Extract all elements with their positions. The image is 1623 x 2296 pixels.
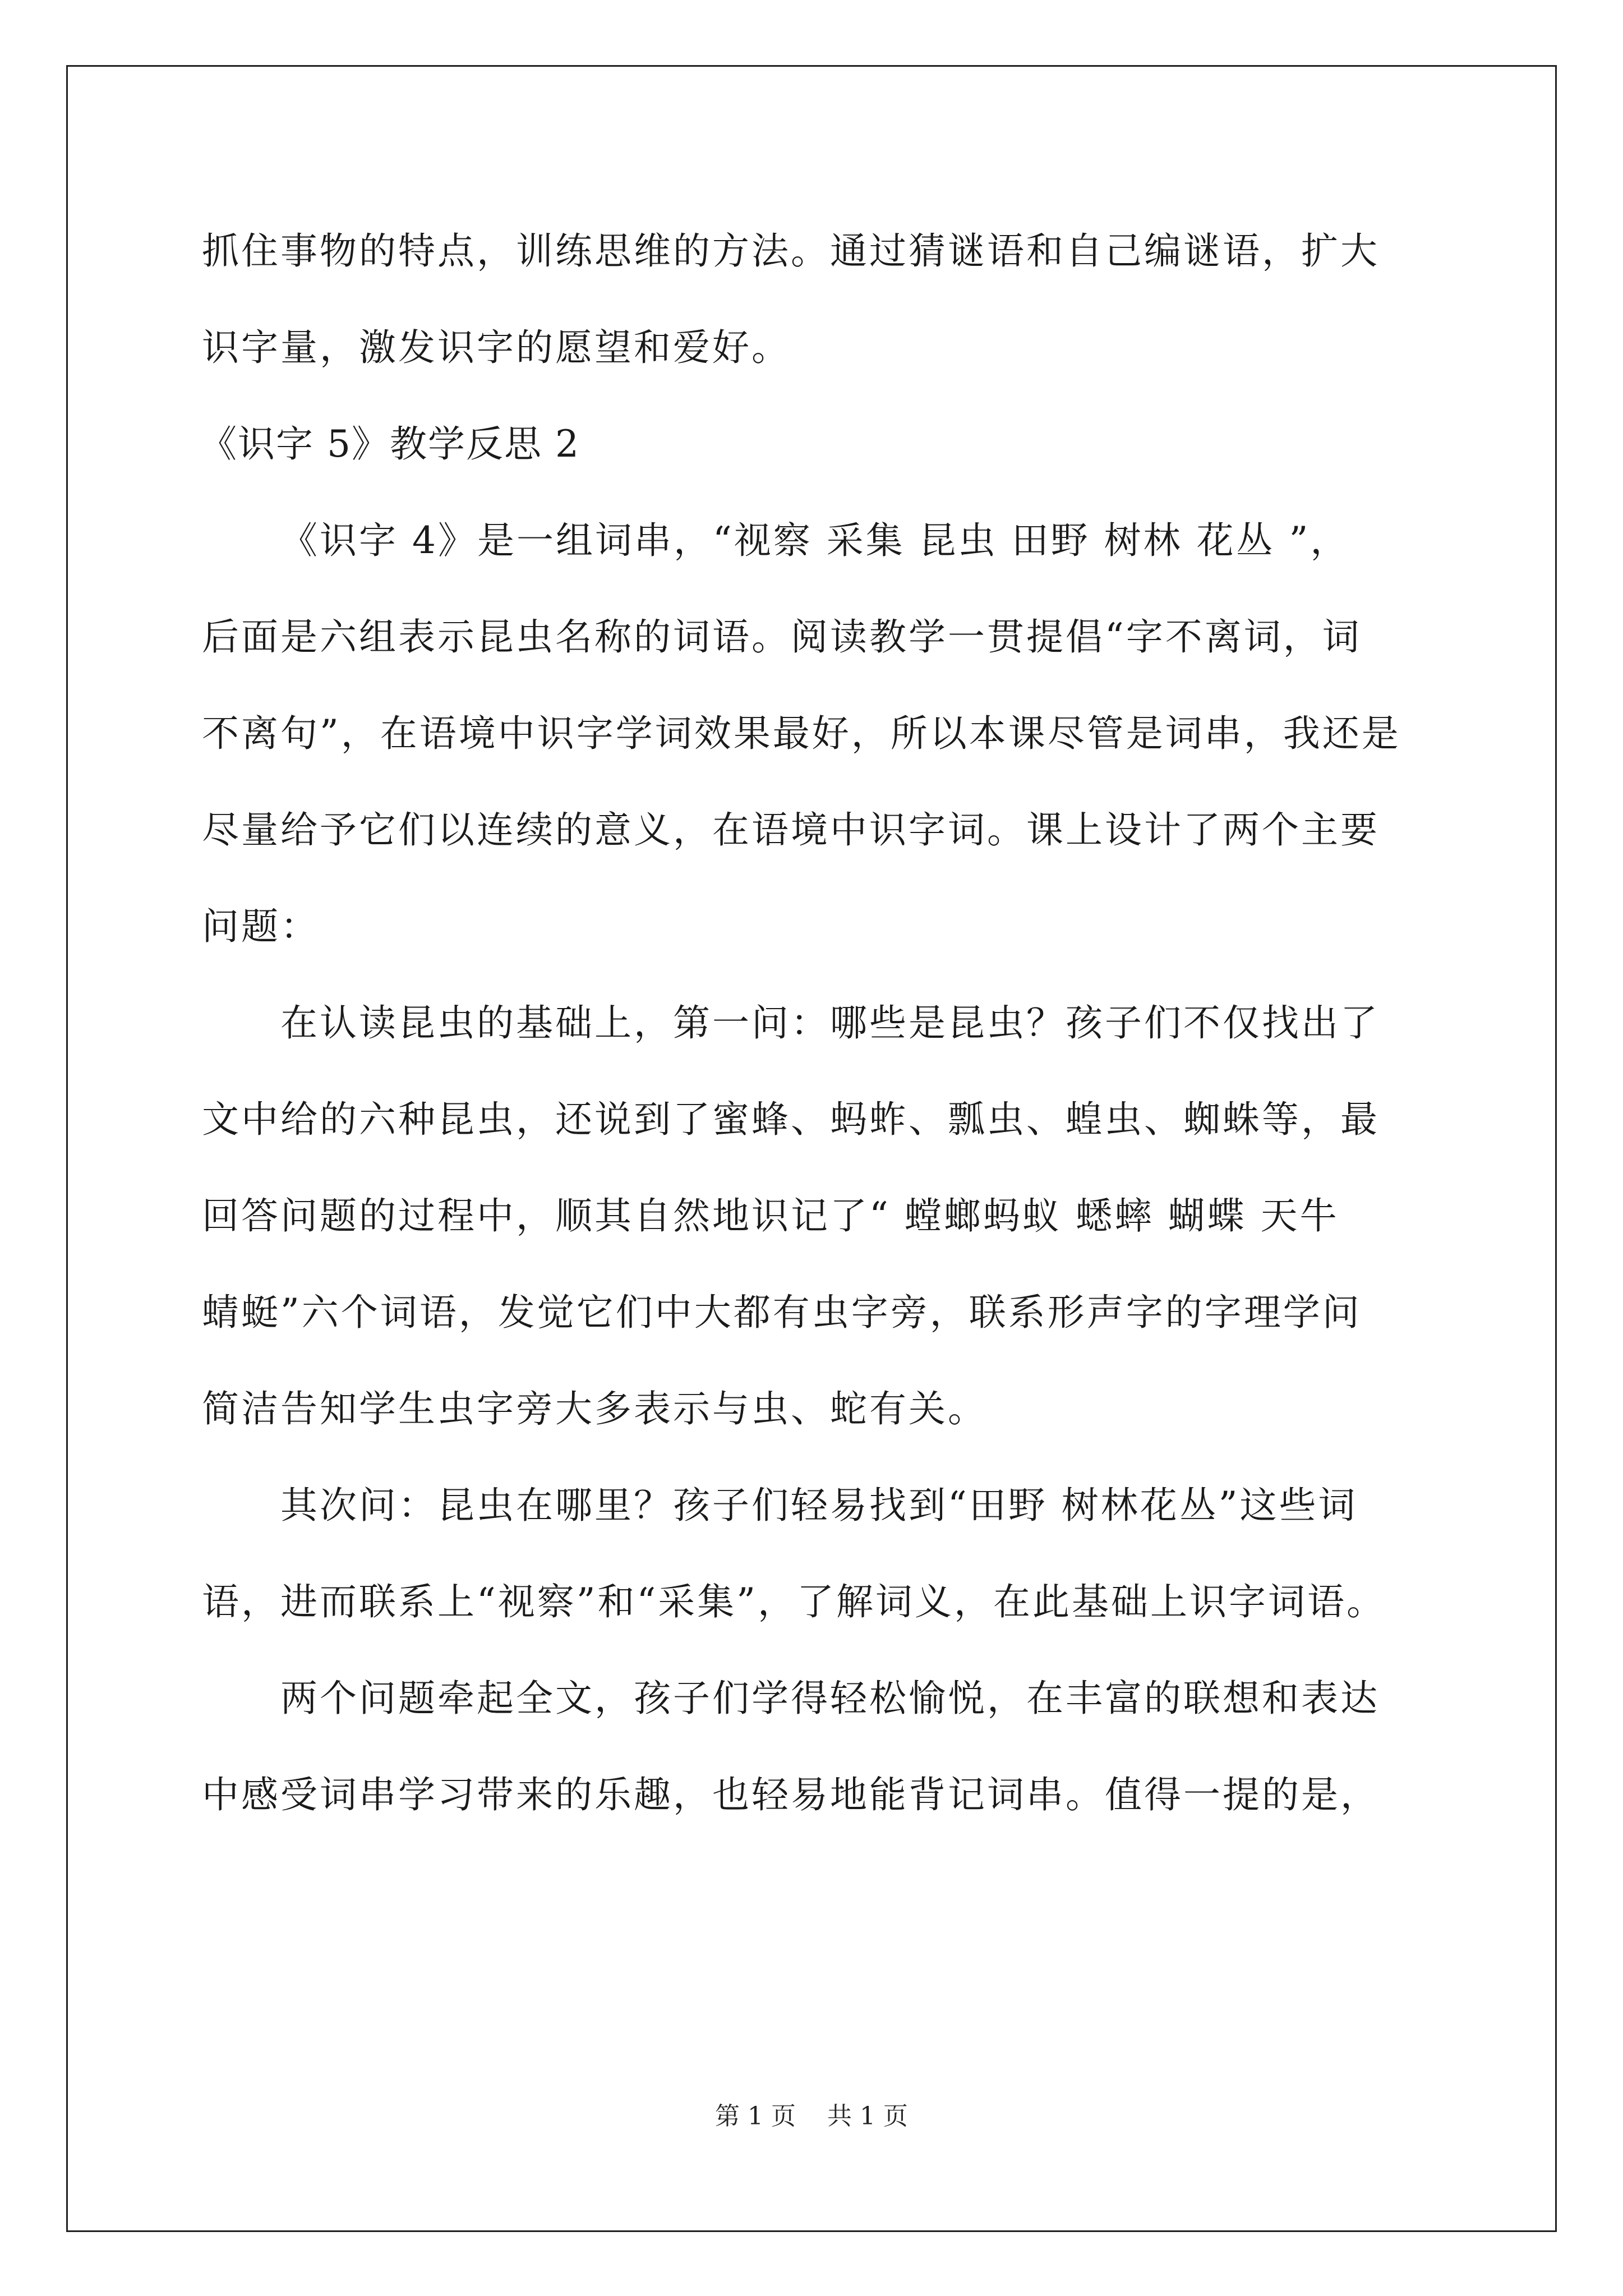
text-line: 回答问题的过程中，顺其自然地识记了“ 螳螂蚂蚁 蟋蟀 蝴蝶 天牛 xyxy=(202,1194,1339,1237)
text-line: 不离句”，在语境中识字学词效果最好，所以本课尽管是词串，我还是 xyxy=(202,712,1401,755)
text-line: 在认读昆虫的基础上，第一问：哪些是昆虫？孩子们不仅找出了 xyxy=(280,1001,1380,1045)
text-line: 两个问题牵起全文，孩子们学得轻松愉悦，在丰富的联想和表达 xyxy=(280,1677,1380,1720)
page-border xyxy=(66,65,1557,2232)
page-footer: 第 1 页 共 1 页 xyxy=(715,2102,908,2131)
text-line: 文中给的六种昆虫，还说到了蜜蜂、蚂蚱、瓢虫、蝗虫、蜘蛛等，最 xyxy=(202,1098,1380,1141)
text-line: 尽量给予它们以连续的意义，在语境中识字词。课上设计了两个主要 xyxy=(202,808,1380,852)
text-line: 抓住事物的特点，训练思维的方法。通过猜谜语和自己编谜语，扩大 xyxy=(202,229,1380,273)
text-line: 《识字 4》是一组词串，“视察 采集 昆虫 田野 树林 花丛 ”， xyxy=(280,519,1350,562)
text-line: 简洁告知学生虫字旁大多表示与虫、蛇有关。 xyxy=(202,1387,987,1430)
text-line: 中感受词串学习带来的乐趣，也轻易地能背记词串。值得一提的是， xyxy=(202,1773,1380,1816)
text-line: 其次问：昆虫在哪里？孩子们轻易找到“田野 树林花丛”这些词 xyxy=(280,1484,1358,1527)
text-line: 问题： xyxy=(202,905,320,948)
text-line: 蜻蜓”六个词语，发觉它们中大都有虫字旁，联系形声字的字理学问 xyxy=(202,1291,1362,1334)
text-line: 识字量，激发识字的愿望和爱好。 xyxy=(202,326,791,369)
section-heading: 《识字 5》教学反思 2 xyxy=(200,422,580,466)
text-line: 后面是六组表示昆虫名称的词语。阅读教学一贯提倡“字不离词，词 xyxy=(202,615,1362,659)
text-line: 语，进而联系上“视察”和“采集”，了解词义，在此基础上识字词语。 xyxy=(202,1580,1386,1623)
